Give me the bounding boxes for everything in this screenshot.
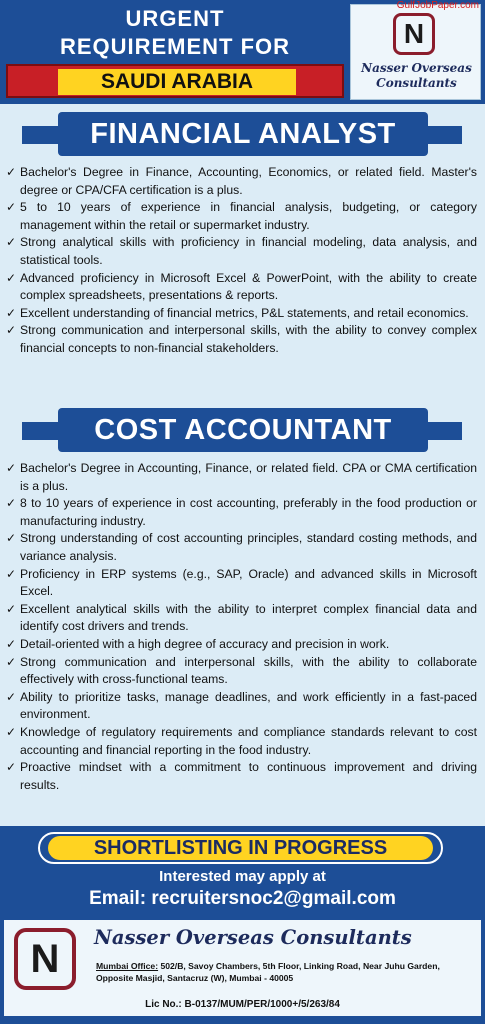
check-icon: ✓ <box>6 270 17 285</box>
footer <box>0 826 485 1024</box>
apply-text: Interested may apply at <box>159 868 326 885</box>
logo-letter: N <box>30 937 60 981</box>
list-item: ✓ Strong analytical skills with proficiency in financial modeling, data analysis, and statistical tools. <box>6 235 477 267</box>
requirements-list-financial-analyst <box>6 164 477 358</box>
shortlisting-banner <box>38 832 443 864</box>
country-label: SAUDI ARABIA <box>58 69 296 95</box>
check-icon: ✓ <box>6 461 17 475</box>
check-icon: ✓ <box>6 531 17 546</box>
office-address <box>96 960 474 984</box>
list-item: ✓ Knowledge of regulatory requirements and compliance standards relevant to cost accounting and financial reporting in the food industry. <box>6 724 477 757</box>
check-icon: ✓ <box>6 235 17 250</box>
list-item: ✓ Proficiency in ERP systems (e.g., SAP, Oracle) and advanced skills in Microsoft Excel. <box>6 566 477 599</box>
check-icon: ✓ <box>6 760 17 775</box>
shortlisting-text: SHORTLISTING IN PROGRESS <box>48 836 433 860</box>
logo-name-line2: Consultants <box>376 76 457 90</box>
list-item: ✓ Advanced proficiency in Microsoft Excel & PowerPoint, with the ability to create complex spreadsheets, presentations & reports. <box>6 270 477 303</box>
list-item: ✓ Excellent understanding of financial metrics, P&L statements, and retail economics. <box>6 305 477 323</box>
company-info-panel <box>4 920 481 1016</box>
check-icon: ✓ <box>6 305 17 320</box>
office-label: Mumbai Office: <box>96 961 159 971</box>
footer-logo-icon <box>14 928 76 990</box>
country-bar <box>6 64 344 98</box>
company-logo-name <box>355 61 478 91</box>
license-number: Lic No.: B-0137/MUM/PER/1000+/5/263/84 <box>145 999 340 1010</box>
section-title: FINANCIAL ANALYST <box>58 112 428 156</box>
company-logo-box <box>350 4 481 100</box>
logo-name-line1: Nasser Overseas <box>361 61 472 75</box>
check-icon: ✓ <box>6 601 17 616</box>
check-icon: ✓ <box>6 636 17 651</box>
company-name: Nasser Overseas Consultants <box>94 926 412 949</box>
email-address[interactable]: Email: recruitersnoc2@gmail.com <box>89 888 396 909</box>
header-line-urgent: URGENT <box>125 6 225 31</box>
section-title: COST ACCOUNTANT <box>58 408 428 452</box>
check-icon: ✓ <box>6 689 17 704</box>
check-icon: ✓ <box>6 496 17 511</box>
list-item: ✓ Strong communication and interpersonal skills, with the ability to convey complex financial concepts to non-financial stakeholders. <box>6 323 477 355</box>
list-item: ✓ Detail-oriented with a high degree of accuracy and precision in work. <box>6 636 477 654</box>
list-item: ✓ Bachelor's Degree in Finance, Accounting, Economics, or related field. Master's degree or CPA/CFA certification is a plus. <box>6 165 477 197</box>
check-icon: ✓ <box>6 165 17 179</box>
check-icon: ✓ <box>6 654 17 669</box>
header-line-requirement: REQUIREMENT FOR <box>59 34 291 59</box>
logo-letter: N <box>403 18 425 49</box>
list-item: ✓ Bachelor's Degree in Accounting, Finance, or related field. CPA or CMA certification is a plus. <box>6 461 477 493</box>
list-item: ✓ Strong understanding of cost accounting principles, standard costing methods, and variance analysis. <box>6 531 477 563</box>
check-icon: ✓ <box>6 724 17 739</box>
check-icon: ✓ <box>6 200 17 215</box>
list-item: ✓ 8 to 10 years of experience in cost accounting, preferably in the food production or manufacturing industry. <box>6 496 477 528</box>
office-address-text: 502/B, Savoy Chambers, 5th Floor, Linking Road, Near Juhu Garden, Opposite Masjid, Santacruz (W), Mumbai - 40005 <box>96 961 440 983</box>
list-item: ✓ Ability to prioritize tasks, manage deadlines, and work efficiently in a fast-paced environment. <box>6 689 477 722</box>
header-banner <box>0 0 485 104</box>
check-icon: ✓ <box>6 566 17 581</box>
list-item: ✓ Strong communication and interpersonal skills, with the ability to collaborate effectively with cross-functional teams. <box>6 654 477 687</box>
list-item: ✓ 5 to 10 years of experience in financial analysis, budgeting, or category management within the retail or supermarket industry. <box>6 200 477 232</box>
section-banner-financial-analyst <box>10 112 475 156</box>
watermark: GulfJobPaper.com <box>396 0 479 11</box>
list-item: ✓ Proactive mindset with a commitment to continuous improvement and driving results. <box>6 760 477 792</box>
check-icon: ✓ <box>6 323 17 338</box>
company-logo-icon <box>393 13 435 55</box>
requirements-list-cost-accountant <box>6 460 477 794</box>
section-banner-cost-accountant <box>10 408 475 452</box>
list-item: ✓ Excellent analytical skills with the ability to interpret complex financial data and identify cost drivers and trends. <box>6 601 477 634</box>
